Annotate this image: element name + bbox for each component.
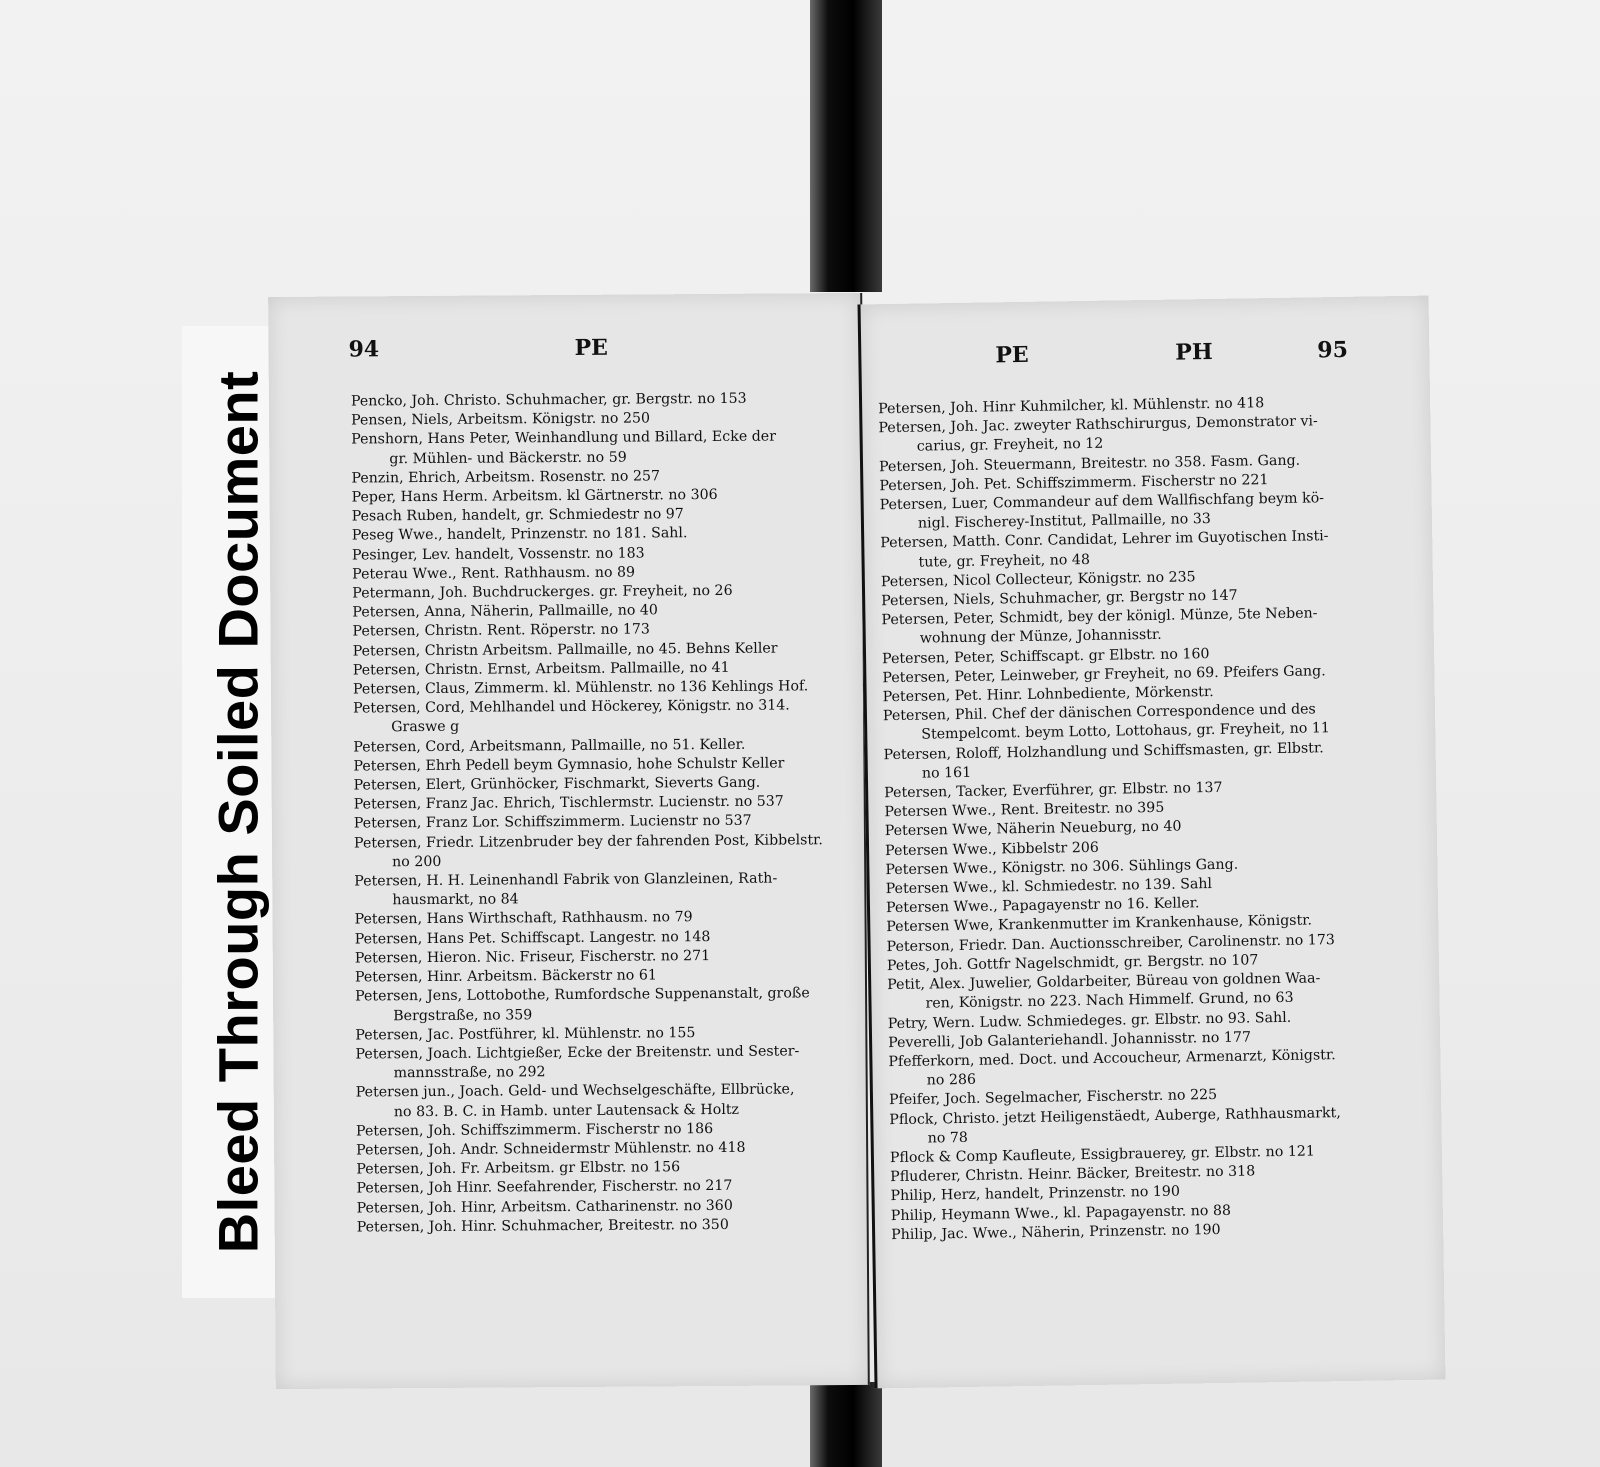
directory-entry: tute, gr. Freyheit, no 48: [918, 551, 1091, 571]
directory-entry: Pfeifer, Joch. Segelmacher, Fischerstr. no 225: [888, 1087, 1218, 1109]
directory-entry: Petersen, Joh. Jac. zweyter Rathschirurgus, Demonstrator vi-: [878, 413, 1318, 437]
directory-entry: Petersen, Joh. Hinr. Schuhmacher, Breitestr. no 350: [356, 1216, 729, 1236]
document-category-label: Bleed Through Soiled Document: [206, 370, 270, 1254]
directory-entry: Petersen, Joh. Fr. Arbeitsm. gr Elbstr. no 156: [356, 1159, 681, 1178]
directory-entries: [351, 389, 855, 1237]
directory-entry: Petersen, Joh. Andr. Schneidermstr Mühlenstr. no 418: [356, 1139, 746, 1159]
directory-entry: Pesach Ruben, handelt, gr. Schmiedestr no 97: [351, 506, 684, 525]
directory-entry: mannsstraße, no 292: [393, 1064, 546, 1082]
directory-entry: ren, Königstr. no 223. Nach Himmelf. Grund, no 63: [925, 990, 1294, 1012]
directory-entry: Petersen, Franz Jac. Ehrich, Tischlermstr. Lucienstr. no 537: [353, 793, 784, 813]
directory-entry: Petersen, Joh. Steuermann, Breitestr. no 358. Fasm. Gang.: [878, 452, 1301, 475]
directory-entry: Pencko, Joh. Christo. Schuhmacher, gr. Bergstr. no 153: [350, 390, 747, 410]
directory-entry: Petersen Wwe., kl. Schmiedestr. no 139. Sahl: [885, 876, 1213, 898]
book-spine-top: [810, 0, 882, 292]
directory-entry: Petersen, Christn. Rent. Röperstr. no 173: [352, 621, 650, 640]
directory-entry: Petersen, Elert, Grünhöcker, Fischmarkt, Sieverts Gang.: [353, 774, 761, 794]
directory-entry: Petersen Wwe, Näherin Neueburg, no 40: [884, 818, 1182, 840]
directory-entry: Petersen, Cord, Mehlhandel und Höckerey, Königstr. no 314.: [353, 697, 790, 717]
directory-entry: Petersen, Joh. Pet. Schiffszimmerm. Fischerstr no 221: [879, 471, 1269, 495]
directory-entry: Petersen, Christn. Ernst, Arbeitsm. Pallmaille, no 41: [352, 659, 730, 679]
directory-entry: Petersen, Luer, Commandeur auf dem Wallfischfang beym kö-: [879, 490, 1325, 514]
directory-entry: Pfluderer, Christn. Heinr. Bäcker, Breitestr. no 318: [890, 1163, 1256, 1186]
directory-entry: gr. Mühlen- und Bäckerstr. no 59: [389, 449, 627, 467]
directory-entry: Petersen jun., Joach. Geld- und Wechselgeschäfte, Ellbrücke,: [355, 1081, 795, 1101]
directory-entry: no 78: [927, 1129, 968, 1147]
directory-entry: Petersen, Cord, Arbeitsmann, Pallmaille, no 51. Keller.: [353, 736, 746, 756]
directory-entry: Petersen, Christn Arbeitsm. Pallmaille, no 45. Behns Keller: [352, 640, 778, 660]
running-head: PE: [574, 334, 608, 361]
directory-entry: Petersen, Pet. Hinr. Lohnbediente, Mörkenstr.: [882, 684, 1214, 706]
directory-entry: Petersen, Roloff, Holzhandlung und Schiffsmasten, gr. Elbstr.: [883, 739, 1324, 763]
directory-entry: Petersen, Peter, Schmidt, bey der königl. Münze, 5te Neben-: [881, 605, 1318, 629]
directory-entry: Pflock & Comp Kaufleute, Essigbrauerey, gr. Elbstr. no 121: [889, 1143, 1316, 1167]
directory-entry: carius, gr. Freyheit, no 12: [916, 436, 1104, 456]
directory-entry: Petersen, Joach. Lichtgießer, Ecke der Breitenstr. und Sester-: [355, 1043, 800, 1063]
directory-entry: Graswe g: [391, 719, 460, 736]
directory-entry: no 200: [392, 853, 442, 871]
directory-entry: Petersen, Hans Wirthschaft, Rathhausm. no 79: [354, 909, 693, 928]
directory-entry: Petersen, Peter, Schiffscapt. gr Elbstr. no 160: [881, 645, 1210, 667]
directory-entry: Peterson, Friedr. Dan. Auctionsschreiber, Carolinenstr. no 173: [886, 931, 1335, 955]
left-page: [268, 293, 870, 1389]
directory-entry: Petes, Joh. Gottfr Nagelschmidt, gr. Bergstr. no 107: [886, 952, 1259, 975]
directory-entry: Petersen Wwe., Kibbelstr 206: [884, 839, 1099, 859]
running-head: PH: [1175, 338, 1213, 366]
directory-entry: Petermann, Joh. Buchdruckerges. gr. Freyheit, no 26: [352, 582, 733, 602]
directory-entry: Philip, Herz, handelt, Prinzenstr. no 190: [890, 1183, 1181, 1205]
directory-entry: Petersen, Friedr. Litzenbruder bey der fahrenden Post, Kibbelstr.: [353, 831, 823, 852]
directory-entry: Penzin, Ehrich, Arbeitsm. Rosenstr. no 257: [351, 468, 661, 487]
directory-entry: Petersen, Joh. Schiffszimmerm. Fischerstr no 186: [355, 1120, 714, 1140]
book-spine-bottom: [810, 1382, 882, 1467]
directory-entry: wohnung der Münze, Johannisstr.: [919, 627, 1162, 648]
directory-entry: Petersen, Tacker, Everführer, gr. Elbstr. no 137: [884, 779, 1223, 802]
directory-entry: Pensen, Niels, Arbeitsm. Königstr. no 250: [351, 410, 651, 429]
directory-entry: Petersen, H. H. Leinenhandl Fabrik von Glanzleinen, Rath-: [354, 870, 778, 890]
directory-entry: Penshorn, Hans Peter, Weinhandlung und Billard, Ecke der: [351, 428, 777, 448]
directory-entry: Petersen, Hans Pet. Schiffscapt. Langestr. no 148: [354, 928, 711, 948]
directory-entry: Petersen Wwe., Rent. Breitestr. no 395: [884, 800, 1165, 821]
directory-entry: no 286: [926, 1071, 977, 1089]
directory-entry: Petit, Alex. Juwelier, Goldarbeiter, Büreau von goldnen Waa-: [887, 970, 1321, 994]
directory-entry: Stempelcomt. beym Lotto, Lottohaus, gr. Freyheit, no 11: [921, 720, 1331, 744]
directory-entry: Peterau Wwe., Rent. Rathhausm. no 89: [352, 564, 636, 583]
directory-entry: Philip, Heymann Wwe., kl. Papagayenstr. no 88: [890, 1202, 1232, 1224]
directory-entry: Petersen, Joh. Hinr, Arbeitsm. Catharinenstr. no 360: [356, 1197, 733, 1217]
page-number: 95: [1317, 336, 1349, 364]
directory-entry: Petersen, Nicol Collecteur, Königstr. no 235: [880, 569, 1196, 591]
directory-entry: Petersen, Phil. Chef der dänischen Correspondence und des: [882, 701, 1316, 725]
directory-entry: Petersen, Joh. Hinr Kuhmilcher, kl. Mühlenstr. no 418: [878, 395, 1265, 418]
directory-entry: Petersen, Peter, Leinweber, gr Freyheit, no 69. Pfeifers Gang.: [882, 663, 1326, 687]
directory-entry: Bergstraße, no 359: [393, 1006, 533, 1024]
directory-entry: Petersen, Matth. Conr. Candidat, Lehrer im Guyotischen Insti-: [880, 528, 1329, 552]
directory-entry: Petersen, Anna, Näherin, Pallmaille, no 40: [352, 602, 658, 621]
directory-entry: Pesinger, Lev. handelt, Vossenstr. no 183: [351, 545, 645, 564]
directory-entry: Philip, Jac. Wwe., Näherin, Prinzenstr. no 190: [891, 1221, 1221, 1243]
directory-entry: Petersen, Jac. Postführer, kl. Mühlenstr. no 155: [355, 1024, 696, 1044]
directory-entry: Petersen, Hieron. Nic. Friseur, Fischerstr. no 271: [354, 947, 711, 967]
left-page-header: [268, 333, 860, 373]
directory-entry: Peverelli, Job Galanteriehandl. Johannisstr. no 177: [887, 1029, 1252, 1051]
directory-entry: Petry, Wern. Ludw. Schmiedeges. gr. Elbstr. no 93. Sahl.: [887, 1009, 1292, 1032]
directory-entry: no 161: [921, 764, 972, 782]
directory-entries: [878, 392, 1435, 1245]
directory-entry: Petersen, Ehrh Pedell beym Gymnasio, hohe Schulstr Keller: [353, 755, 785, 775]
directory-entry: Petersen Wwe., Königstr. no 306. Sühlings Gang.: [885, 856, 1239, 879]
page-number: 94: [348, 336, 380, 363]
right-page: [858, 296, 1446, 1389]
directory-entry: Petersen, Hinr. Arbeitsm. Bäckerstr no 61: [354, 967, 657, 986]
right-page-header: [861, 336, 1429, 381]
directory-entry: Petersen Wwe, Krankenmutter im Krankenhause, Königstr.: [886, 912, 1313, 936]
directory-entry: Pfefferkorn, med. Doct. und Accoucheur, Armenarzt, Königstr.: [888, 1047, 1336, 1071]
directory-entry: Peper, Hans Herm. Arbeitsm. kl Gärtnerstr. no 306: [351, 486, 718, 506]
directory-entry: Petersen, Jens, Lottobothe, Rumfordsche Suppenanstalt, große: [355, 985, 810, 1005]
running-head: PE: [995, 341, 1029, 369]
directory-entry: Petersen, Joh Hinr. Seefahrender, Fischerstr. no 217: [356, 1178, 733, 1197]
directory-entry: Petersen Wwe., Papagayenstr no 16. Keller.: [885, 895, 1200, 917]
directory-entry: Peseg Wwe., handelt, Prinzenstr. no 181. Sahl.: [351, 525, 688, 544]
directory-entry: Petersen, Franz Lor. Schiffszimmerm. Lucienstr no 537: [353, 813, 752, 832]
directory-entry: Petersen, Niels, Schuhmacher, gr. Bergstr no 147: [881, 587, 1238, 610]
directory-entry: Pflock, Christo. jetzt Heiligenstäedt, Auberge, Rathhausmarkt,: [889, 1104, 1341, 1128]
directory-entry: hausmarkt, no 84: [392, 891, 519, 909]
directory-entry: Petersen, Claus, Zimmerm. kl. Mühlenstr. no 136 Kehlings Hof.: [352, 678, 809, 698]
directory-entry: nigl. Fischerey-Institut, Pallmaille, no 33: [917, 511, 1211, 532]
directory-entry: no 83. B. C. in Hamb. unter Lautensack & Holtz: [393, 1101, 740, 1120]
